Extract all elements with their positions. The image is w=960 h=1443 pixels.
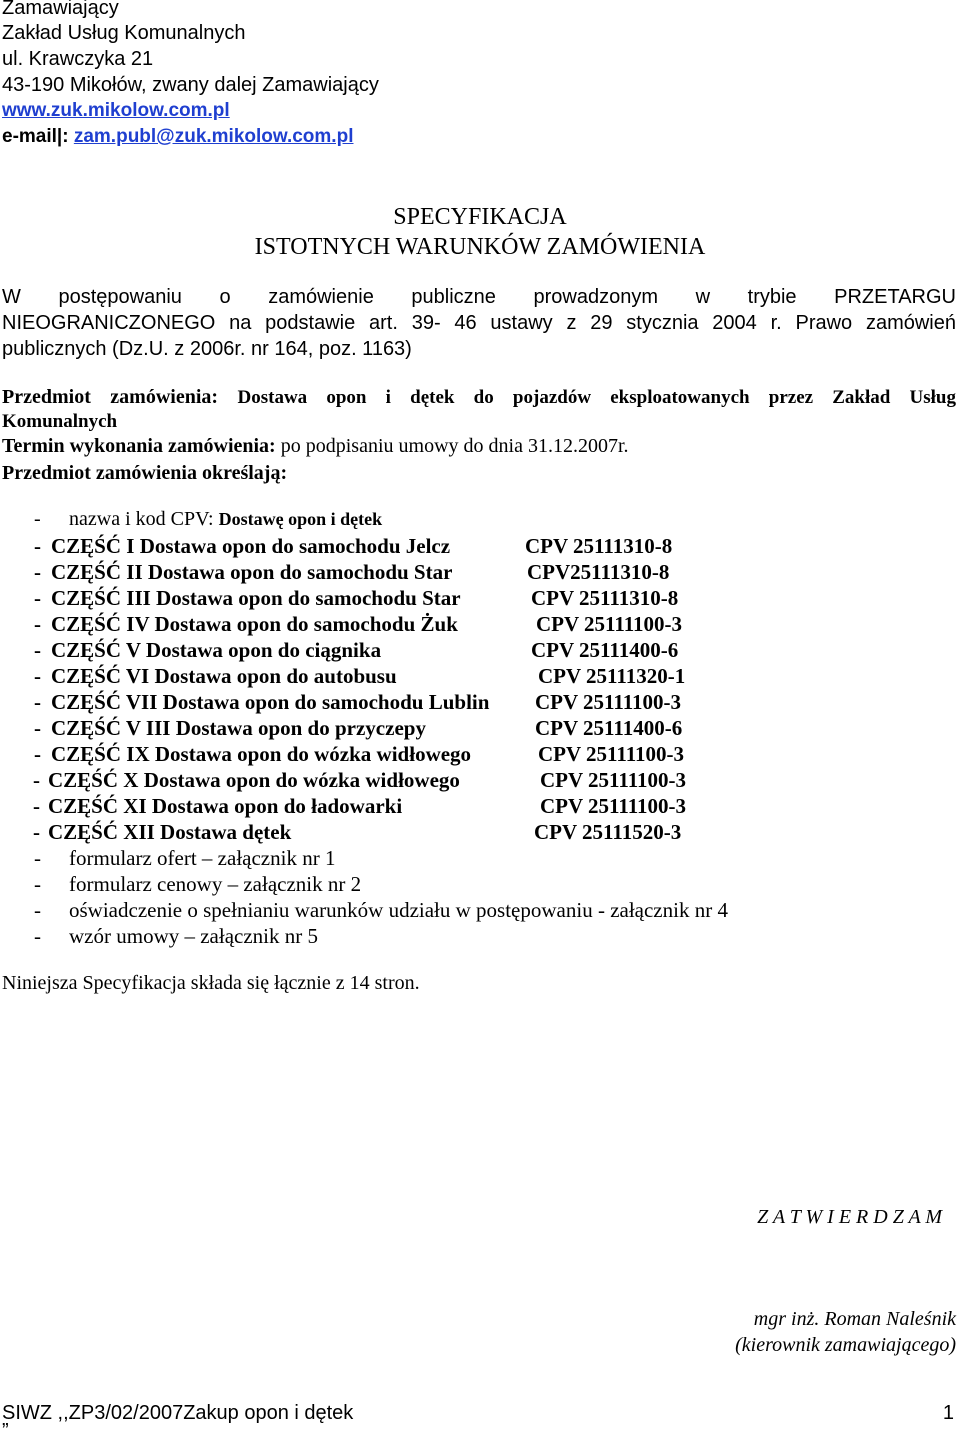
- part-label: CZĘŚĆ II Dostawa opon do samochodu Star: [51, 560, 453, 584]
- part-dash: -: [33, 768, 40, 792]
- part-cpv-code: CPV 25111520-3: [534, 820, 682, 844]
- part-cpv-code: CPV 25111100-3: [540, 768, 687, 792]
- intro-line-2: NIEOGRANICZONEGO na podstawie art. 39- 46 ustawy z 29 stycznia 2004 r. Prawo zamówień: [2, 312, 956, 334]
- footer-doc-id: SIWZ ,,ZP3/02/2007Zakup opon i dętek: [2, 1402, 354, 1424]
- part-label: CZĘŚĆ VI Dostawa opon do autobusu: [51, 664, 397, 688]
- subject-value: Dostawa opon i dętek do pojazdów eksploatowanych przez Zakład Usług: [237, 387, 956, 408]
- header-line-city: 43-190 Mikołów, zwany dalej Zamawiający: [2, 74, 379, 96]
- part-cpv-code: CPV 25111320-1: [538, 664, 686, 688]
- attachment-dash: -: [34, 898, 41, 922]
- part-dash: -: [34, 586, 41, 610]
- header-line-company: Zakład Usług Komunalnych: [2, 22, 246, 44]
- defines-label: Przedmiot zamówienia określają:: [2, 462, 288, 484]
- attachment-item: formularz cenowy – załącznik nr 2: [69, 872, 362, 896]
- attachment-item: oświadczenie o spełnianiu warunków udziału w postępowaniu - załącznik nr 4: [69, 898, 728, 922]
- part-label: CZĘŚĆ X Dostawa opon do wózka widłowego: [48, 768, 460, 792]
- attachment-dash: -: [34, 846, 41, 870]
- part-cpv-code: CPV 25111400-6: [531, 638, 679, 662]
- intro-line-1: W postępowaniu o zamówienie publiczne prowadzonym w trybie PRZETARGU: [2, 286, 956, 308]
- title-line-1: SPECYFIKACJA: [393, 204, 567, 230]
- page-count-note: Niniejsza Specyfikacja składa się łącznie z 14 stron.: [2, 972, 420, 994]
- part-dash: -: [34, 560, 41, 584]
- part-cpv-code: CPV 25111100-3: [535, 690, 682, 714]
- header-website-link[interactable]: www.zuk.mikolow.com.pl: [2, 100, 230, 121]
- intro-line-3: publicznych (Dz.U. z 2006r. nr 164, poz. 1163): [2, 338, 412, 360]
- part-cpv-code: CPV 25111100-3: [538, 742, 685, 766]
- header-email-link[interactable]: zam.publ@zuk.mikolow.com.pl: [73, 126, 354, 147]
- part-cpv-code: CPV 25111100-3: [540, 794, 687, 818]
- signatory-role: (kierownik zamawiającego): [735, 1334, 956, 1356]
- part-dash: -: [34, 664, 41, 688]
- header-line-orderer: Zamawiający: [2, 0, 119, 19]
- attachment-item: formularz ofert – załącznik nr 1: [69, 846, 336, 870]
- attachment-dash: -: [34, 924, 41, 948]
- part-cpv-code: CPV 25111100-3: [536, 612, 683, 636]
- part-dash: -: [34, 690, 41, 714]
- part-label: CZĘŚĆ V Dostawa opon do ciągnika: [51, 638, 382, 662]
- part-cpv-code: CPV25111310-8: [527, 560, 670, 584]
- part-label: CZĘŚĆ V III Dostawa opon do przyczepy: [51, 716, 426, 740]
- cpv-intro-text: nazwa i kod CPV:: [69, 508, 214, 530]
- deadline-label: Termin wykonania zamówienia:: [2, 435, 276, 457]
- part-label: CZĘŚĆ IX Dostawa opon do wózka widłowego: [51, 742, 472, 766]
- part-dash: -: [34, 716, 41, 740]
- part-label: CZĘŚĆ III Dostawa opon do samochodu Star: [51, 586, 461, 610]
- footer-quote-mark: ”: [2, 1420, 9, 1442]
- part-dash: -: [34, 612, 41, 636]
- part-dash: -: [34, 638, 41, 662]
- part-label: CZĘŚĆ I Dostawa opon do samochodu Jelcz: [51, 534, 451, 558]
- part-label: CZĘŚĆ IV Dostawa opon do samochodu Żuk: [51, 612, 458, 636]
- cpv-intro-dash: -: [34, 508, 41, 530]
- cpv-intro-bold: Dostawę opon i dętek: [218, 509, 383, 529]
- approval-word: Z A T W I E R D Z A M: [757, 1206, 942, 1228]
- attachment-item: wzór umowy – załącznik nr 5: [69, 924, 318, 948]
- email-label: e-mail|:: [2, 126, 74, 147]
- part-dash: -: [33, 794, 40, 818]
- subject-label: Przedmiot zamówienia:: [2, 386, 219, 408]
- part-dash: -: [34, 742, 41, 766]
- title-line-2: ISTOTNYCH WARUNKÓW ZAMÓWIENIA: [254, 234, 706, 260]
- footer-page-number: 1: [942, 1402, 954, 1424]
- part-label: CZĘŚĆ XI Dostawa opon do ładowarki: [48, 794, 403, 818]
- part-cpv-code: CPV 25111310-8: [525, 534, 673, 558]
- header-line-street: ul. Krawczyka 21: [2, 48, 154, 70]
- part-cpv-code: CPV 25111310-8: [531, 586, 679, 610]
- part-label: CZĘŚĆ XII Dostawa dętek: [48, 820, 292, 844]
- part-dash: -: [34, 534, 41, 558]
- signatory-name: mgr inż. Roman Naleśnik: [753, 1308, 956, 1330]
- part-label: CZĘŚĆ VII Dostawa opon do samochodu Lublin: [51, 690, 490, 714]
- part-dash: -: [33, 820, 40, 844]
- part-cpv-code: CPV 25111400-6: [535, 716, 683, 740]
- deadline-value: po podpisaniu umowy do dnia 31.12.2007r.: [280, 435, 629, 457]
- attachment-dash: -: [34, 872, 41, 896]
- subject-line-2: Komunalnych: [2, 411, 118, 432]
